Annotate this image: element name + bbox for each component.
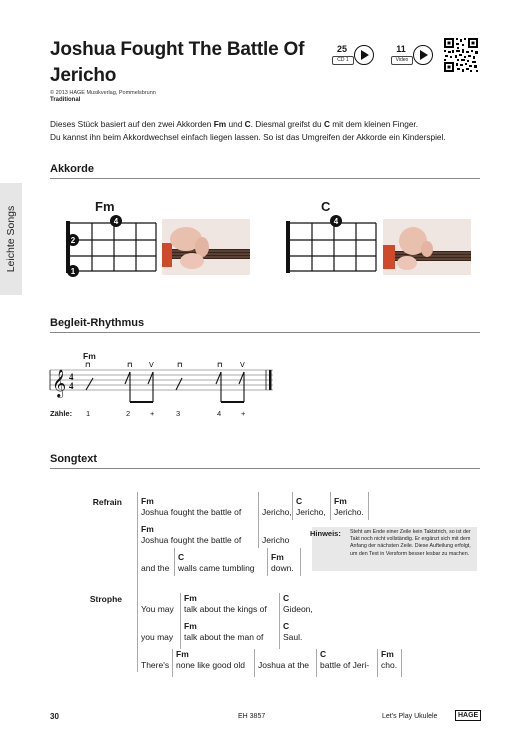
bar-line: [279, 621, 280, 649]
lyric-line: walls came tumbling: [178, 563, 255, 573]
chord-name-c: C: [321, 199, 331, 214]
lyric-line: Joshua at the: [258, 660, 310, 670]
cd-label: CD 1: [332, 56, 354, 65]
chord-fm: Fm: [271, 552, 284, 562]
cd-track-number: 25: [336, 44, 347, 54]
bar-line: [292, 492, 293, 520]
refrain-label: Refrain: [92, 497, 122, 507]
chord-c: C: [296, 496, 303, 506]
bar-line: [180, 621, 181, 649]
c-hand-photo: [383, 219, 471, 275]
bar-line: [330, 492, 331, 520]
lyric-line: battle of Jeri-: [320, 660, 370, 670]
lyric-line: Jericho,: [262, 507, 292, 517]
fm-finger-2: 2: [70, 236, 76, 245]
section-heading-rhythm: Begleit-Rhythmus: [50, 317, 480, 333]
chord-fm: Fm: [176, 649, 189, 659]
lyric-line: Gideon,: [283, 604, 313, 614]
side-tab: [0, 183, 22, 295]
lyric-line: Joshua fought the battle of: [141, 535, 242, 545]
bar-line: [174, 548, 175, 576]
bar-line: [254, 649, 255, 677]
upstroke-icon: V: [240, 362, 245, 369]
lyric-line: none like good old: [176, 660, 246, 670]
count-2: 2: [126, 409, 131, 418]
upstroke-icon: V: [149, 362, 154, 369]
lyric-line: and the: [141, 563, 170, 573]
chord-fm: Fm: [334, 496, 347, 506]
bar-line: [137, 492, 138, 672]
fm-hand-photo: [162, 219, 250, 275]
section-heading-chords: Akkorde: [50, 163, 480, 179]
hint-text: Steht am Ende einer Zeile kein Taktstrich, so ist der Takt noch nicht vollständig. Er ergänzt sich mit dem Anfang der nächsten Zeile. Diese Aufteilung erfolgt, um den Text in Versform besser lesbar zu machen.: [350, 529, 471, 557]
lyric-line: talk about the kings of: [184, 604, 267, 614]
chord-fm: Fm: [184, 621, 197, 631]
downstroke-icon: ⊓: [85, 362, 91, 369]
chord-diagram-fm: [60, 213, 160, 279]
chord-fm: Fm: [184, 593, 197, 603]
bar-line: [401, 649, 402, 677]
lyric-line: You may: [141, 604, 174, 614]
side-tab-label: Leichte Songs: [5, 205, 17, 273]
treble-clef-icon: 𝄞: [52, 369, 67, 397]
chord-fm: Fm: [141, 496, 154, 506]
strophe-label: Strophe: [89, 594, 122, 604]
publisher-logo: HAGE: [455, 710, 481, 721]
chord-c: C: [178, 552, 185, 562]
chord-diagram-c: [280, 213, 380, 279]
count-and: +: [150, 409, 155, 418]
bar-line: [258, 520, 259, 548]
rhythm-chord: Fm: [83, 351, 96, 361]
bar-line: [172, 649, 173, 677]
bar-line: [377, 649, 378, 677]
video-track-number: 11: [396, 44, 406, 54]
intro-text: [50, 118, 490, 143]
video-label: Video: [391, 56, 413, 65]
lyric-line: talk about the man of: [184, 632, 264, 642]
copyright: © 2013 HAGE Musikverlag, Pommelsbrunn: [50, 90, 156, 96]
chord-c: C: [283, 621, 290, 631]
chord-c: C: [283, 593, 290, 603]
rhythm-notation: [48, 362, 283, 412]
bar-line: [368, 492, 369, 520]
downstroke-icon: ⊓: [217, 362, 223, 369]
catalog-code: EH 3857: [238, 713, 266, 720]
fm-finger-1: 1: [70, 267, 76, 276]
count-3: 3: [176, 409, 181, 418]
page-number: 30: [50, 712, 59, 721]
count-and: +: [241, 409, 246, 418]
video-play-icon[interactable]: [413, 45, 433, 65]
intro-line-2: Du kannst ihn beim Akkordwechsel einfach liegen lassen. So ist das Umgreifen der Akkorde ein Kinderspiel.: [50, 131, 446, 142]
composer-credit: Traditional: [50, 97, 81, 103]
bar-line: [258, 492, 259, 520]
downstroke-icon: ⊓: [177, 362, 183, 369]
lyric-line: Saul.: [283, 632, 303, 642]
bar-line: [267, 548, 268, 576]
count-1: 1: [86, 409, 91, 418]
lyric-line: Joshua fought the battle of: [141, 507, 242, 517]
bar-line: [180, 593, 181, 621]
chord-fm: Fm: [141, 524, 154, 534]
bar-line: [279, 593, 280, 621]
chord-fm: Fm: [381, 649, 394, 659]
chord-c: C: [320, 649, 327, 659]
count-4: 4: [217, 409, 222, 418]
audio-play-icon[interactable]: [354, 45, 374, 65]
lyric-line: Jericho.: [334, 507, 364, 517]
lyric-line: you may: [141, 632, 174, 642]
qr-code-icon[interactable]: [443, 37, 479, 73]
hint-label: Hinweis:: [310, 529, 341, 538]
lyric-line: Jericho,: [296, 507, 326, 517]
chord-name-fm: Fm: [95, 199, 115, 214]
fm-finger-4: 4: [113, 217, 119, 226]
count-label: Zähle:: [50, 409, 73, 418]
lyric-line: Jericho: [262, 535, 290, 545]
section-heading-lyrics: Songtext: [50, 453, 480, 469]
time-sig-top: 4: [69, 372, 74, 382]
bar-line: [300, 548, 301, 576]
book-title: Let's Play Ukulele: [382, 713, 438, 720]
lyric-line: cho.: [381, 660, 398, 670]
song-title: Joshua Fought The Battle Of Jericho: [50, 39, 305, 86]
downstroke-icon: ⊓: [127, 362, 133, 369]
lyric-line: down.: [271, 563, 294, 573]
c-finger-4: 4: [333, 217, 339, 226]
bar-line: [316, 649, 317, 677]
lyric-line: There's: [141, 660, 170, 670]
intro-line-1: Dieses Stück basiert auf den zwei Akkorden Fm und C. Diesmal greifst du C mit dem kleinen Finger.: [50, 119, 419, 129]
time-sig-bottom: 4: [69, 381, 74, 391]
